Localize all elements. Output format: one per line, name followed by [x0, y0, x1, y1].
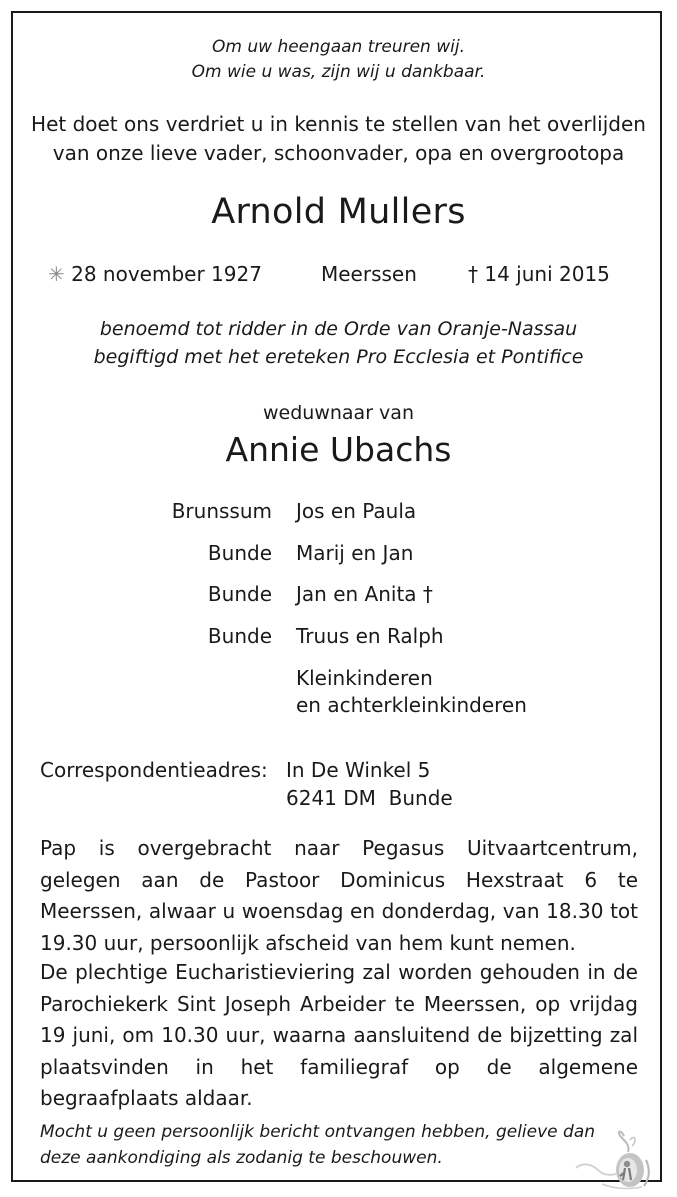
spouse-label: weduwnaar van: [263, 402, 414, 424]
deceased-name: Arnold Mullers: [211, 192, 466, 232]
correspondence-city: 6241 DM Bunde: [286, 786, 453, 810]
service-paragraph: De plechtige Eucharistieviering zal worden gehouden in de Parochiekerk Sint Joseph Arbeider te Meerssen, op vrijdag 19 juni, om 10.30 uur, waarna aansluitend de bijzetting zal plaatsvinden in het familiegraf op de algemene begraafplaats aldaar.: [40, 960, 638, 1110]
visitation-paragraph: Pap is overgebracht naar Pegasus Uitvaartcentrum, gelegen aan de Pastoor Dominicus Hexstraat 6 te Meerssen, alwaar u woensdag en donderdag, van 18.30 tot 19.30 uur, persoonlijk afscheid van hem kunt nemen.: [40, 836, 638, 955]
grandchildren-line-2: en achterkleinkinderen: [296, 693, 527, 717]
family-place: Bunde: [207, 541, 272, 565]
birth-info: [48, 262, 262, 286]
birth-star-icon: ✳: [48, 262, 65, 286]
correspondence-label: Correspondentieadres:: [40, 758, 268, 782]
death-cross-icon: †: [468, 262, 478, 286]
closing-line-2: deze aankondiging als zodanig te beschouwen.: [40, 1148, 443, 1168]
family-place: Bunde: [207, 624, 272, 648]
intro-line-1: Het doet ons verdriet u in kennis te stellen van het overlijden: [31, 112, 646, 136]
spouse-name: Annie Ubachs: [225, 430, 452, 469]
family-place: Bunde: [207, 582, 272, 606]
closing-line-1: Mocht u geen persoonlijk bericht ontvangen hebben, gelieve dan: [40, 1122, 596, 1142]
motto-line-2: Om wie u was, zijn wij u dankbaar.: [191, 62, 486, 82]
birth-date: 28 november 1927: [71, 262, 262, 286]
family-names: Jan en Anita †: [296, 582, 433, 606]
place-of-death: Meerssen: [321, 262, 417, 286]
family-names: Truus en Ralph: [296, 624, 444, 648]
honors-line-1: benoemd tot ridder in de Orde van Oranje-Nassau: [99, 318, 578, 340]
funeral-emblem-icon: [572, 1126, 664, 1192]
intro-line-2: van onze lieve vader, schoonvader, opa en overgrootopa: [52, 141, 625, 165]
correspondence-street: In De Winkel 5: [286, 758, 431, 782]
death-date: 14 juni 2015: [484, 262, 610, 286]
grandchildren-line-1: Kleinkinderen: [296, 666, 433, 690]
family-names: Jos en Paula: [296, 499, 417, 523]
family-place: Brunssum: [171, 499, 272, 523]
death-info: [468, 262, 610, 286]
family-names: Marij en Jan: [296, 541, 414, 565]
motto-line-1: Om uw heengaan treuren wij.: [212, 37, 465, 57]
honors-line-2: begiftigd met het ereteken Pro Ecclesia et Pontifice: [93, 346, 584, 368]
